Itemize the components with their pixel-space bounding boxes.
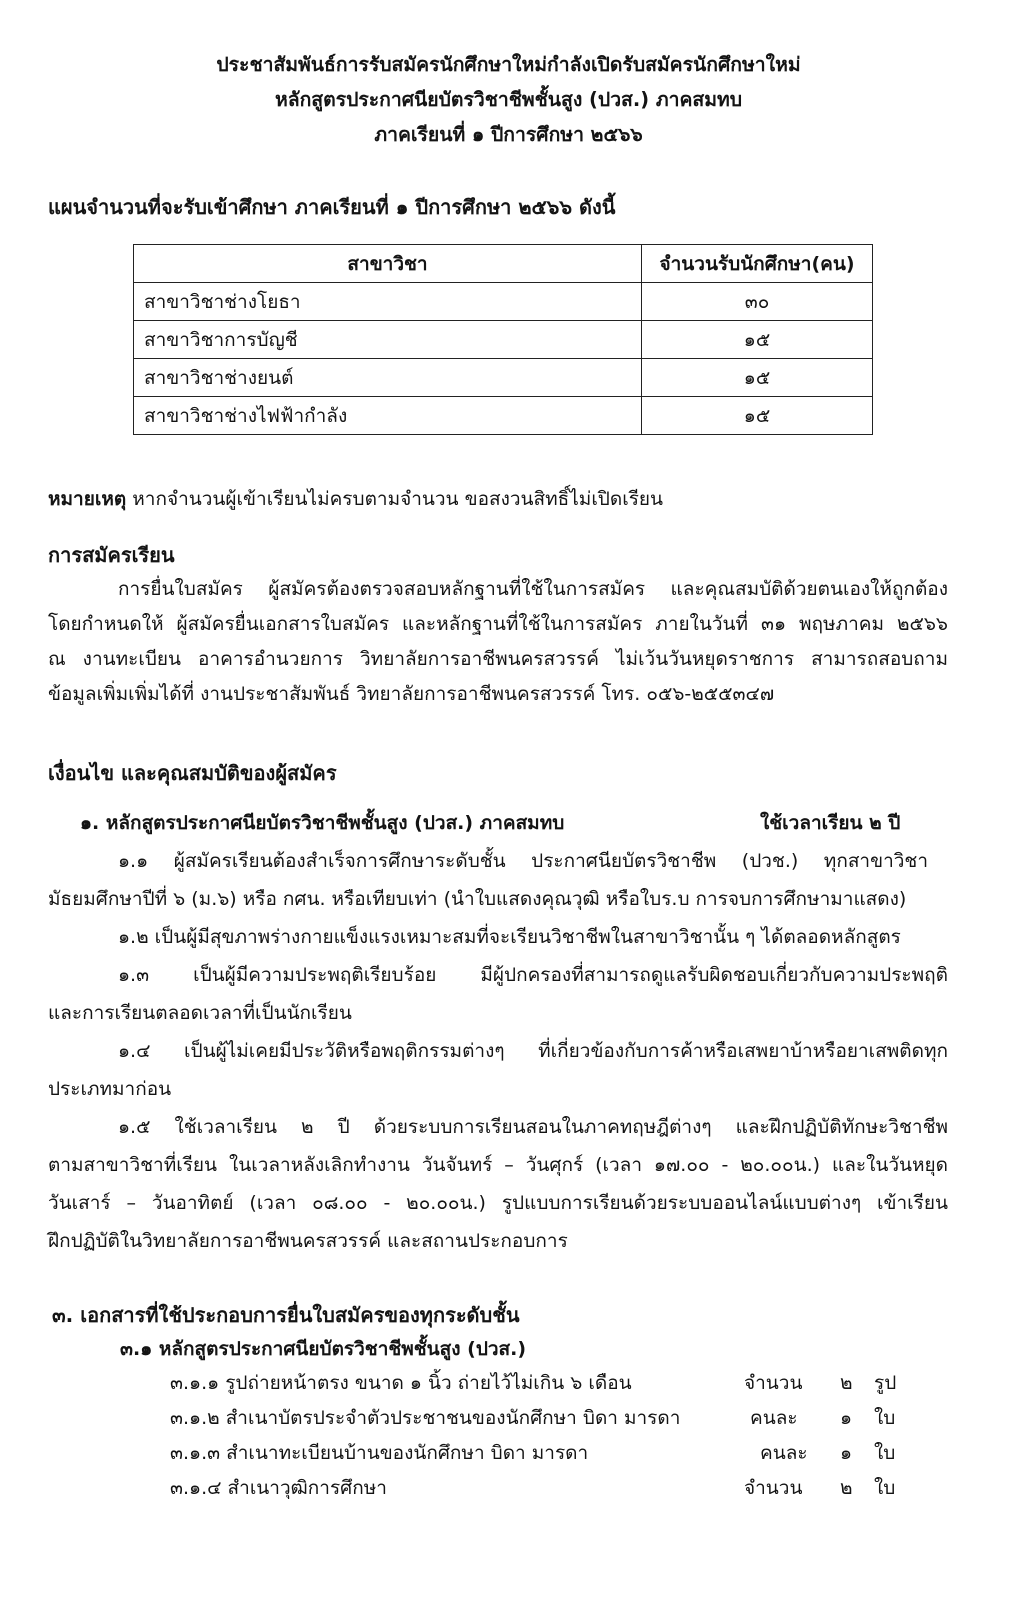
document-text: ๓.๑.๓ สำเนาทะเบียนบ้านของนักศึกษา บิดา มารดา (170, 1442, 589, 1464)
count-cell: ๑๕ (642, 359, 873, 397)
column-header-count: จำนวนรับนักศึกษา(คน) (642, 245, 873, 283)
documents-heading: ๓. เอกสารที่ใช้ประกอบการยื่นใบสมัครของทุกระดับชั้น (52, 1303, 520, 1327)
condition-line-5: และการเรียนตลอดเวลาที่เป็นนักเรียน (48, 1002, 352, 1024)
major-cell: สาขาวิชาช่างไฟฟ้ากำลัง (134, 397, 642, 435)
application-line-4: ข้อมูลเพิ่มเพิ่มได้ที่ งานประชาสัมพันธ์ วิทยาลัยการอาชีพนครสวรรค์ โทร. ๐๕๖-๒๕๕๓๔๗ (48, 683, 775, 705)
title-line-3: ภาคเรียนที่ ๑ ปีการศึกษา ๒๕๖๖ (374, 123, 643, 146)
application-line-3: ณ งานทะเบียน อาคารอำนวยการ วิทยาลัยการอาชีพนครสวรรค์ ไม่เว้นวันหยุดราชการ สามารถสอบถาม (48, 648, 948, 670)
application-line-2: โดยกำหนดให้ ผู้สมัครยื่นเอกสารใบสมัคร และหลักฐานที่ใช้ในการสมัคร ภายในวันที่ ๓๑ พฤษภาคม ๒๕๖๖ (48, 613, 948, 635)
table-row (134, 397, 873, 435)
document-item (170, 1438, 910, 1468)
document-text: ๓.๑.๔ สำเนาวุฒิการศึกษา (170, 1477, 387, 1499)
document-qty-label: จำนวน (744, 1477, 803, 1499)
column-header-major: สาขาวิชา (134, 245, 642, 283)
document-item (170, 1403, 910, 1433)
document-qty-label: จำนวน (744, 1372, 803, 1394)
note-text: หากจำนวนผู้เข้าเรียนไม่ครบตามจำนวน ขอสงวนสิทธิ์ไม่เปิดเรียน (132, 488, 664, 510)
document-qty-label: คนละ (750, 1407, 798, 1429)
document-unit: ใบ (874, 1477, 896, 1499)
condition-line-1: ๑.๑ ผู้สมัครเรียนต้องสำเร็จการศึกษาระดับชั้น ประกาศนียบัตรวิชาชีพ (ปวช.) ทุกสาขาวิชา (118, 850, 928, 872)
document-qty-label: คนละ (760, 1442, 808, 1464)
document-unit: รูป (874, 1372, 897, 1394)
document-qty: ๑ (840, 1442, 853, 1464)
table-row (134, 359, 873, 397)
major-cell: สาขาวิชาช่างยนต์ (134, 359, 642, 397)
condition-line-8: ๑.๕ ใช้เวลาเรียน ๒ ปี ด้วยระบบการเรียนสอนในภาคทฤษฎีต่างๆ และฝึกปฏิบัติทักษะวิชาชีพ (118, 1116, 948, 1138)
condition-line-7: ประเภทมาก่อน (48, 1078, 172, 1100)
intake-table (133, 244, 873, 435)
title-line-2: หลักสูตรประกาศนียบัตรวิชาชีพชั้นสูง (ปวส.) ภาคสมทบ (274, 88, 743, 111)
table-row (134, 321, 873, 359)
document-item (170, 1473, 910, 1503)
document-unit: ใบ (874, 1407, 896, 1429)
note-label: หมายเหตุ (48, 488, 127, 510)
condition-line-6: ๑.๔ เป็นผู้ไม่เคยมีประวัติหรือพฤติกรรมต่างๆ ที่เกี่ยวข้องกับการค้าหรือเสพยาบ้าหรือยาเสพติดทุก (118, 1040, 948, 1062)
application-heading: การสมัครเรียน (48, 543, 175, 567)
section1-title: ๑. หลักสูตรประกาศนียบัตรวิชาชีพชั้นสูง (ปวส.) ภาคสมทบ (80, 812, 565, 834)
document-qty: ๒ (840, 1477, 853, 1499)
condition-line-11: ฝึกปฏิบัติในวิทยาลัยการอาชีพนครสวรรค์ และสถานประกอบการ (48, 1230, 568, 1252)
note (48, 484, 663, 514)
document-qty: ๒ (840, 1372, 853, 1394)
major-cell: สาขาวิชาการบัญชี (134, 321, 642, 359)
condition-line-3: ๑.๒ เป็นผู้มีสุขภาพร่างกายแข็งแรงเหมาะสมที่จะเรียนวิชาชีพในสาขาวิชานั้น ๆ ได้ตลอดหลักสูตร (118, 926, 901, 948)
title-line-1: ประชาสัมพันธ์การรับสมัครนักศึกษาใหม่กำลังเปิดรับสมัครนักศึกษาใหม่ (216, 53, 801, 76)
conditions-heading: เงื่อนไข และคุณสมบัติของผู้สมัคร (48, 761, 337, 785)
count-cell: ๓๐ (642, 283, 873, 321)
condition-line-10: วันเสาร์ – วันอาทิตย์ (เวลา ๐๘.๐๐ - ๒๐.๐๐น.) รูปแบบการเรียนด้วยระบบออนไลน์แบบต่างๆ เข้าเรียน (48, 1192, 948, 1214)
document-unit: ใบ (874, 1442, 896, 1464)
condition-line-9: ตามสาขาวิชาที่เรียน ในเวลาหลังเลิกทำงาน วันจันทร์ – วันศุกร์ (เวลา ๑๗.๐๐ - ๒๐.๐๐น.) และในวันหยุด (48, 1154, 948, 1176)
application-line-1: การยื่นใบสมัคร ผู้สมัครต้องตรวจสอบหลักฐานที่ใช้ในการสมัคร และคุณสมบัติด้วยตนเองให้ถูกต้อง (118, 578, 948, 600)
plan-heading: แผนจำนวนที่จะรับเข้าศึกษา ภาคเรียนที่ ๑ ปีการศึกษา ๒๕๖๖ ดังนี้ (48, 195, 616, 219)
document-item (170, 1368, 910, 1398)
document-text: ๓.๑.๒ สำเนาบัตรประจำตัวประชาชนของนักศึกษา บิดา มารดา (170, 1407, 681, 1429)
count-cell: ๑๕ (642, 397, 873, 435)
table-header-row (134, 245, 873, 283)
condition-line-2: มัธยมศึกษาปีที่ ๖ (ม.๖) หรือ กศน. หรือเทียบเท่า (นำใบแสดงคุณวุฒิ หรือใบร.บ การจบการศึกษามาแสดง) (48, 888, 907, 910)
table-row (134, 283, 873, 321)
document-qty: ๑ (840, 1407, 853, 1429)
document-text: ๓.๑.๑ รูปถ่ายหน้าตรง ขนาด ๑ นิ้ว ถ่ายไว้ไม่เกิน ๖ เดือน (170, 1372, 632, 1394)
major-cell: สาขาวิชาช่างโยธา (134, 283, 642, 321)
section1-duration: ใช้เวลาเรียน ๒ ปี (760, 812, 901, 834)
documents-subheading: ๓.๑ หลักสูตรประกาศนียบัตรวิชาชีพชั้นสูง (ปวส.) (120, 1338, 527, 1360)
condition-line-4: ๑.๓ เป็นผู้มีความประพฤติเรียบร้อย มีผู้ปกครองที่สามารถดูแลรับผิดชอบเกี่ยวกับความประพฤติ (118, 964, 948, 986)
count-cell: ๑๕ (642, 321, 873, 359)
